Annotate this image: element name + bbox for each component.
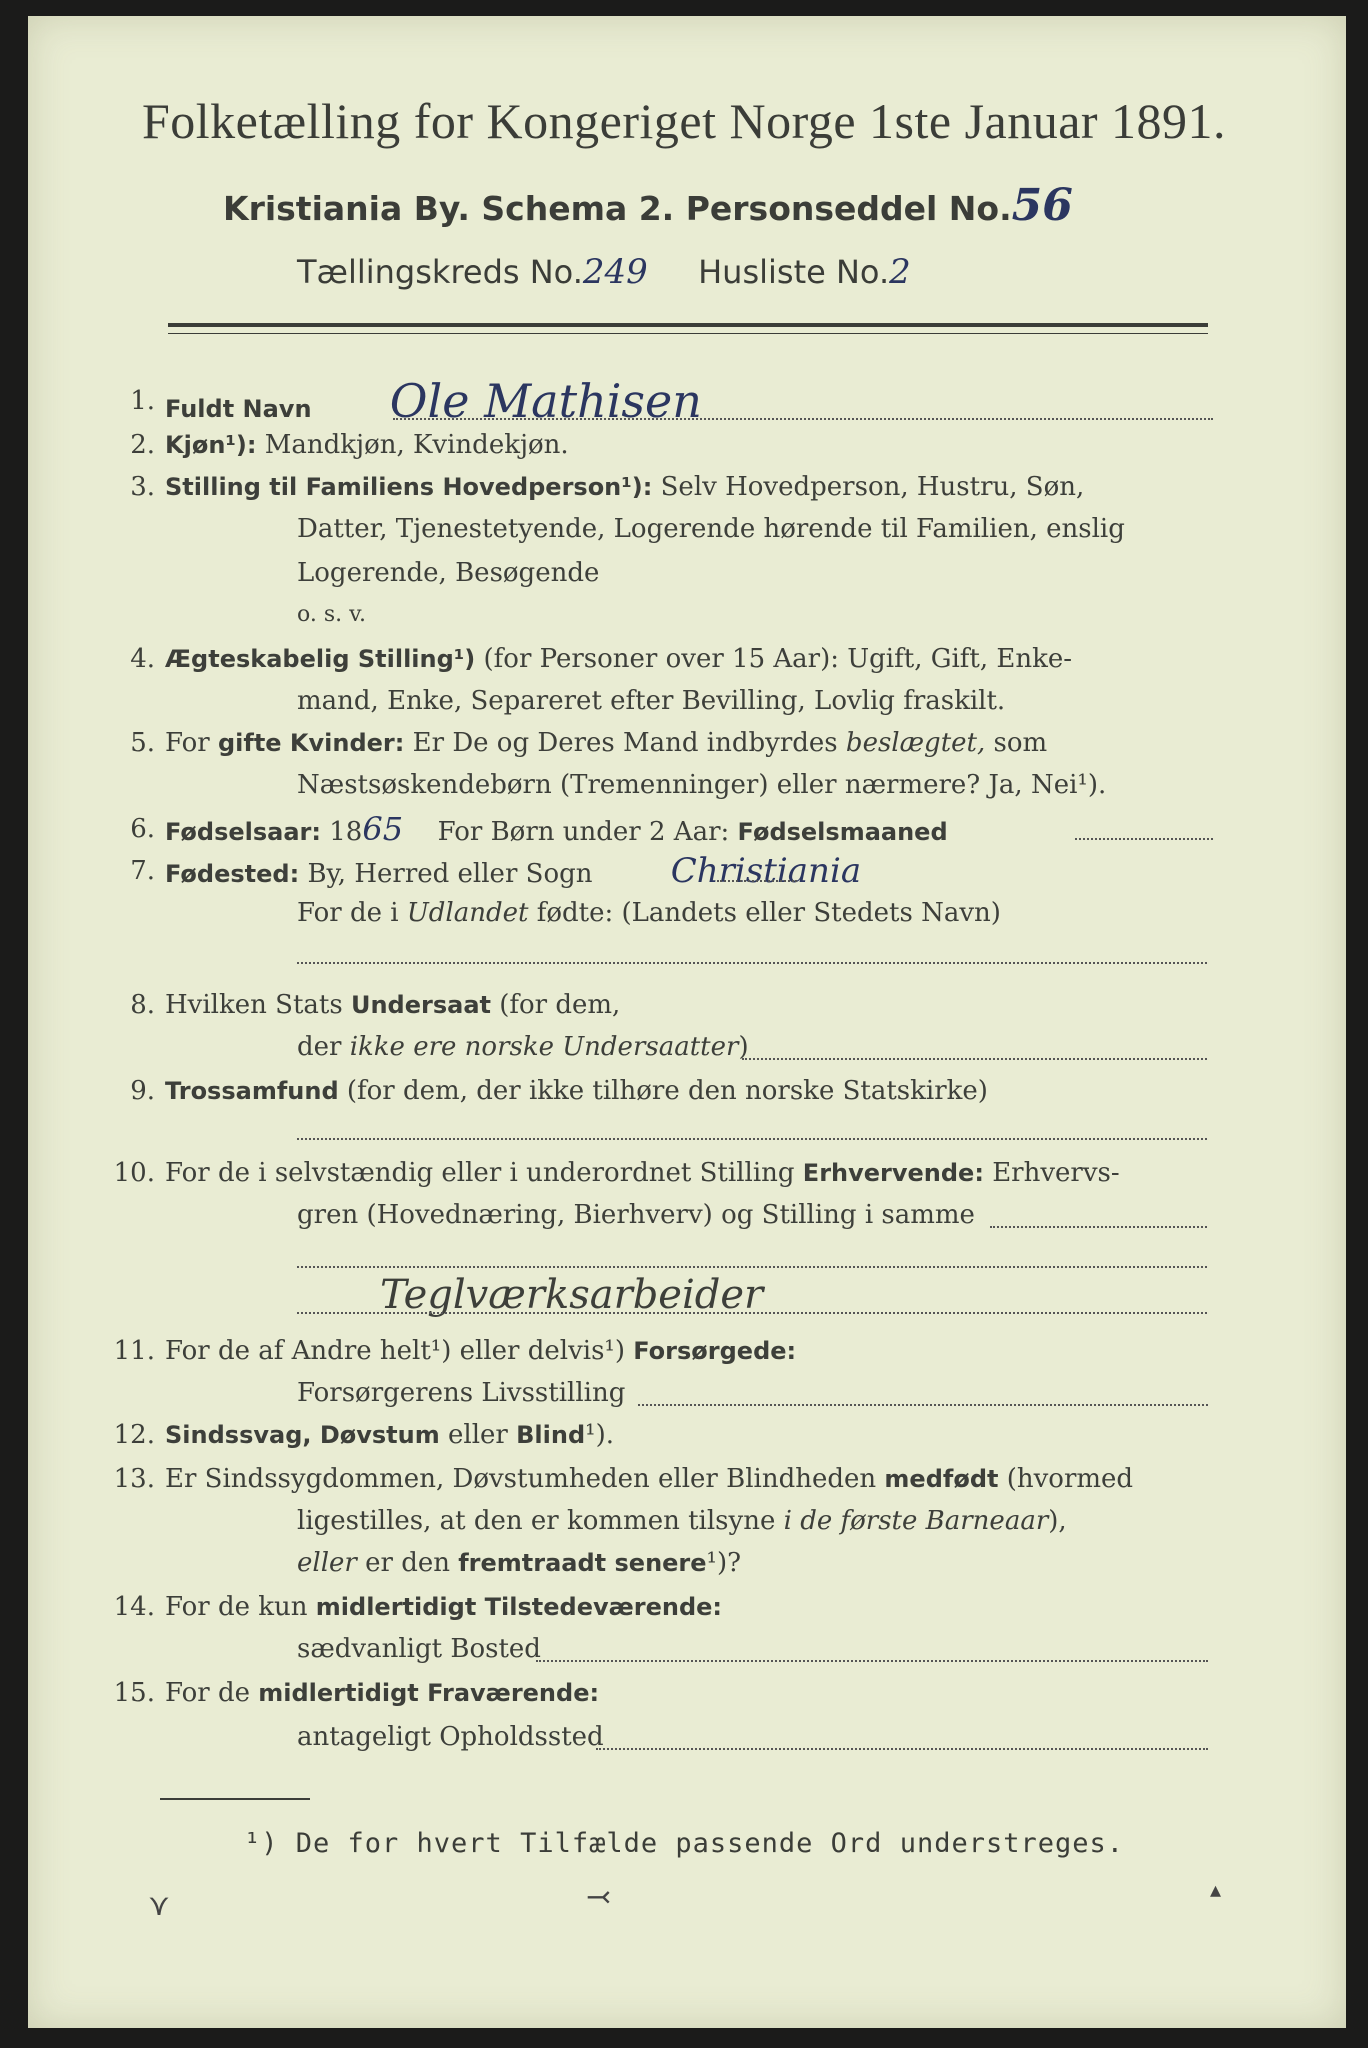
item-1 [130, 374, 1215, 430]
related-em: beslægtet, [845, 728, 986, 758]
birth-year-label: Fødselsaar: [165, 818, 321, 846]
pen-mark-left: ⋎ [148, 1888, 170, 1923]
citizenship-der: der [297, 1032, 342, 1062]
item-6 [130, 808, 1215, 853]
kreds-number: 249 [582, 252, 648, 292]
supporter-occupation-line: Forsørgerens Livsstilling [297, 1378, 626, 1408]
item-number: 1. [130, 386, 155, 416]
foreign-born-line [297, 892, 1215, 934]
pen-mark-center: ⤙ [586, 1880, 612, 1915]
family-position-etc: o. s. v. [297, 602, 366, 627]
item-3 [130, 466, 1215, 508]
item-number: 9. [130, 1076, 155, 1106]
item-8 [130, 984, 1215, 1026]
item-number: 15. [113, 1678, 155, 1708]
citizenship-line-2 [297, 1026, 1215, 1068]
birth-month-dotline [1075, 838, 1213, 840]
foreign-born-suffix: fødte: (Landets eller Stedets Navn) [536, 898, 1001, 928]
item-number: 8. [130, 990, 155, 1020]
later-onset-note: ¹)? [706, 1548, 742, 1578]
header-rule [168, 323, 1208, 327]
sex-label: Kjøn¹): [165, 431, 257, 459]
citizenship-paren: ) [738, 1032, 749, 1062]
item-number: 14. [113, 1592, 155, 1622]
full-name-label: Fuldt Navn [165, 395, 312, 423]
birthplace-options: By, Herred eller Sogn [307, 859, 593, 889]
item-number: 10. [113, 1158, 155, 1188]
congenital-label: medfødt [884, 1465, 999, 1493]
foreign-em: Udlandet [406, 898, 529, 928]
footnote: ¹) De for hvert Tilfælde passende Ord understreges. [243, 1828, 1125, 1859]
item-15 [113, 1672, 1215, 1714]
temporary-absent-label: midlertidigt Fraværende: [258, 1679, 600, 1707]
item-12 [113, 1414, 1215, 1456]
dependents-label: Forsørgede: [633, 1337, 797, 1365]
married-women-for: For [165, 728, 210, 758]
congenital-ligestilles: ligestilles, at den er kommen tilsyne [297, 1506, 776, 1536]
married-women-som: som [993, 728, 1048, 758]
congenital-hvormed: (hvormed [1006, 1464, 1134, 1494]
item-number: 7. [130, 856, 155, 886]
birth-month-intro: For Børn under 2 Aar: [437, 817, 730, 847]
item-number: 4. [130, 644, 155, 674]
schema-line-text: Kristiania By. Schema 2. Personseddel No. [223, 189, 1012, 228]
item-5 [130, 722, 1215, 764]
full-name-value: Ole Mathisen [389, 374, 702, 428]
birthplace-label: Fødested: [165, 860, 300, 888]
birth-year-value: 65 [362, 810, 404, 848]
birth-month-label: Fødselsmaaned [737, 818, 948, 846]
form-title: Folketælling for Kongeriget Norge 1ste Januar 1891. [141, 93, 1227, 149]
probable-stay-dotline [596, 1748, 1208, 1750]
congenital-em: i de første Barneaar [783, 1506, 1049, 1536]
item-4 [130, 638, 1215, 680]
occupation-intro: For de i selvstændig eller i underordnet Stilling [165, 1158, 795, 1188]
personseddel-number: 56 [1011, 180, 1073, 231]
congenital-line-2 [297, 1500, 1215, 1542]
item-number: 2. [130, 430, 155, 460]
item-2 [130, 424, 1215, 466]
item-14 [113, 1586, 1215, 1628]
congenital-question: Er Sindssygdommen, Døvstumheden eller Blindheden [165, 1464, 877, 1494]
probable-stay-line: antageligt Opholdssted [297, 1722, 604, 1752]
congenital-line-3 [297, 1542, 1215, 1584]
kreds-label: Tællingskreds No. [297, 253, 583, 291]
occupation-label: Erhvervende: [802, 1159, 984, 1187]
citizenship-for-them: (for dem, [499, 990, 621, 1020]
item-7 [130, 850, 1215, 895]
family-position-label: Stilling til Familiens Hovedperson¹): [165, 473, 653, 501]
usual-residence-dotline [536, 1660, 1208, 1662]
supporter-dotline [638, 1404, 1208, 1406]
family-position-options-2: Datter, Tjenestetyende, Logerende hørende til Familien, enslig [297, 514, 1125, 544]
marital-status-options-2: mand, Enke, Separeret efter Bevilling, Lovlig fraskilt. [297, 686, 1006, 716]
occupation-dotline-3 [297, 1312, 1207, 1314]
marital-status-label: Ægteskabelig Stilling¹) [165, 645, 476, 673]
temporary-absent-intro: For de [165, 1678, 250, 1708]
foreign-born-dotline [297, 962, 1207, 964]
occupation-erhvervs: Erhvervs- [992, 1158, 1120, 1188]
occupation-value: Teglværksarbeider [380, 1272, 764, 1318]
temporary-present-label: midlertidigt Tilstedeværende: [315, 1593, 723, 1621]
occupation-line-2: gren (Hovednæring, Bierhverv) og Stilling i samme [297, 1200, 975, 1230]
congenital-paren: ), [1048, 1506, 1067, 1536]
item-number: 13. [113, 1464, 155, 1494]
item-13 [113, 1458, 1215, 1500]
schema-line [223, 180, 1073, 231]
family-position-options: Selv Hovedperson, Hustru, Søn, [660, 472, 1085, 502]
header-rule-thin [168, 333, 1208, 334]
temporary-present-intro: For de kun [165, 1592, 308, 1622]
full-name-dotline [393, 418, 1213, 420]
family-position-options-3: Logerende, Besøgende [297, 558, 600, 588]
occupation-dotline-1 [990, 1226, 1207, 1228]
foreign-born-prefix: For de i [297, 898, 399, 928]
religion-label: Trossamfund [165, 1077, 339, 1105]
item-9 [130, 1070, 1215, 1112]
item-number: 6. [130, 814, 155, 844]
citizenship-intro: Hvilken Stats [165, 990, 343, 1020]
footnote-rule [160, 1798, 310, 1800]
congenital-er-den: er den [365, 1548, 450, 1578]
citizenship-dotline [742, 1058, 1207, 1060]
congenital-eller: eller [297, 1548, 357, 1578]
usual-residence-line: sædvanligt Bosted [297, 1634, 541, 1664]
item-number: 11. [113, 1336, 155, 1366]
religion-note: (for dem, der ikke tilhøre den norske Statskirke) [346, 1076, 988, 1106]
sex-options: Mandkjøn, Kvindekjøn. [264, 430, 569, 460]
religion-dotline [297, 1138, 1207, 1140]
dependents-intro: For de af Andre helt¹) eller delvis¹) [165, 1336, 625, 1366]
blind-label: Blind [516, 1421, 586, 1449]
husliste-number: 2 [889, 252, 911, 292]
disability-note: ¹). [585, 1420, 614, 1450]
citizenship-label: Undersaat [350, 991, 491, 1019]
marital-status-options: (for Personer over 15 Aar): Ugift, Gift, Enke- [483, 644, 1073, 674]
item-11 [113, 1330, 1215, 1372]
item-number: 5. [130, 728, 155, 758]
occupation-dotline-2 [297, 1266, 1207, 1268]
citizenship-em: ikke ere norske Undersaatter [349, 1032, 739, 1062]
married-women-label: gifte Kvinder: [217, 729, 405, 757]
husliste-label: Husliste No. [698, 253, 890, 291]
disability-label: Sindssvag, Døvstum [165, 1421, 440, 1449]
pen-mark-right: ▴ [1210, 1878, 1222, 1903]
disability-or: eller [448, 1420, 508, 1450]
item-10 [113, 1152, 1215, 1194]
birthplace-dotline [717, 880, 797, 882]
kreds-line [297, 252, 911, 292]
item-number: 3. [130, 472, 155, 502]
later-onset-label: fremtraadt senere [458, 1549, 707, 1577]
married-women-question-2: Næstsøskendebørn (Tremenninger) eller nærmere? Ja, Nei¹). [297, 770, 1107, 800]
item-number: 12. [113, 1420, 155, 1450]
birth-year-prefix: 18 [329, 817, 363, 847]
birthplace-value: Christiania [670, 851, 862, 891]
married-women-question: Er De og Deres Mand indbyrdes [412, 728, 838, 758]
